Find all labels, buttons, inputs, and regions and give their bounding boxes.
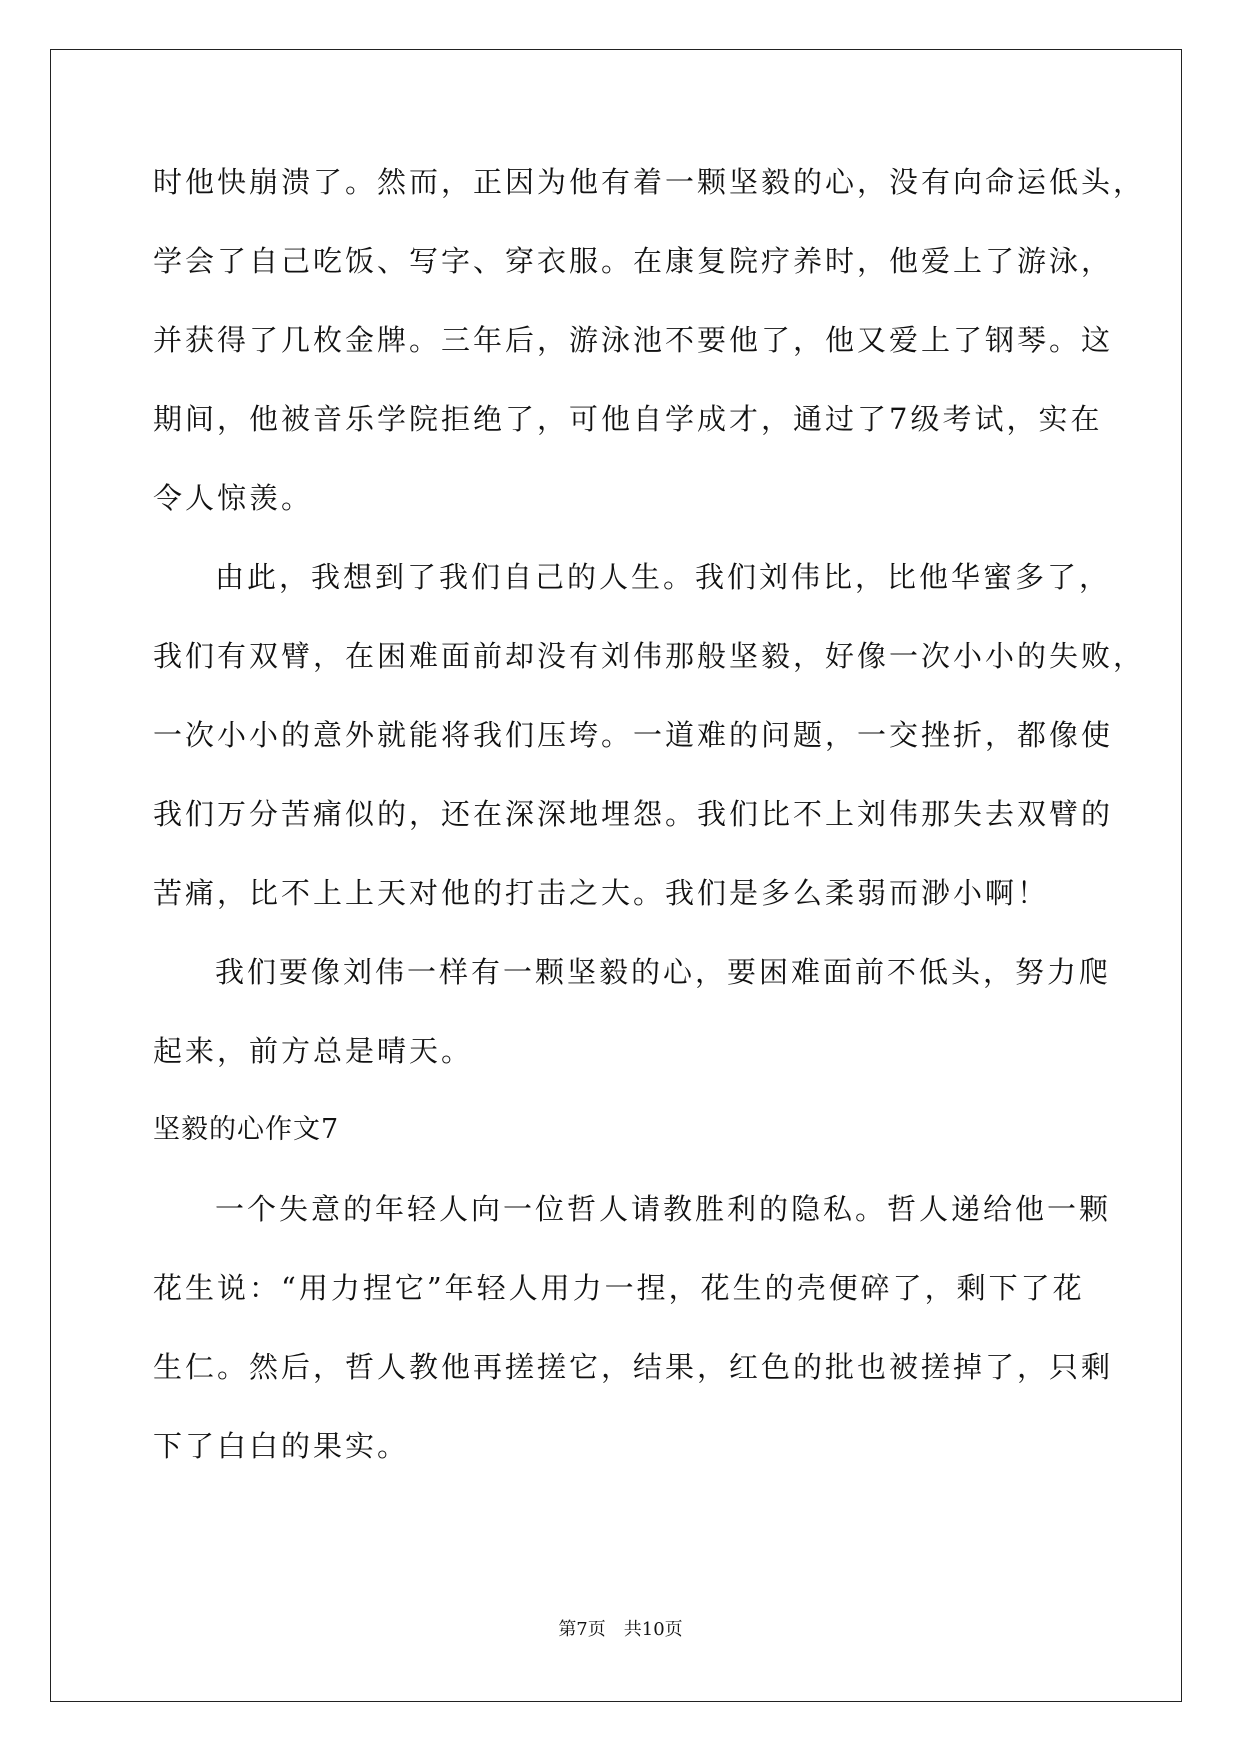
text-line: 令人惊羡。 — [153, 481, 314, 515]
text-line: 学会了自己吃饭、写字、穿衣服。在康复院疗养时，他爱上了游泳， — [153, 244, 1114, 278]
text-line: 期间，他被音乐学院拒绝了，可他自学成才，通过了7级考试，实在 — [153, 402, 1103, 436]
page-footer — [0, 1621, 1241, 1639]
paragraph-3 — [153, 955, 1112, 1068]
paragraph-4 — [153, 1192, 1114, 1463]
page-number-current: 第7页 — [558, 1619, 606, 1640]
text-line: 下了白白的果实。 — [153, 1429, 410, 1463]
paragraph-2 — [153, 560, 1146, 910]
text-line: 我们要像刘伟一样有一颗坚毅的心，要困难面前不低头，努力爬 — [215, 955, 1112, 989]
text-line: 一次小小的意外就能将我们压垮。一道难的问题，一交挫折，都像使 — [153, 718, 1114, 752]
text-line: 时他快崩溃了。然而，正因为他有着一颗坚毅的心，没有向命运低头， — [153, 165, 1146, 199]
text-line: 一个失意的年轻人向一位哲人请教胜利的隐私。哲人递给他一颗 — [215, 1192, 1112, 1226]
text-line: 起来，前方总是晴天。 — [153, 1034, 474, 1068]
text-line: 我们万分苦痛似的，还在深深地埋怨。我们比不上刘伟那失去双臂的 — [153, 797, 1114, 831]
text-line: 并获得了几枚金牌。三年后，游泳池不要他了，他又爱上了钢琴。这 — [153, 323, 1114, 357]
paragraph-1 — [153, 165, 1146, 515]
text-line: 花生说：“用力捏它”年轻人用力一捏，花生的壳便碎了，剩下了花 — [153, 1271, 1085, 1305]
page-number-total: 共10页 — [623, 1619, 683, 1640]
text-line: 由此，我想到了我们自己的人生。我们刘伟比，比他华蜜多了， — [215, 560, 1112, 594]
section-heading: 坚毅的心作文7 — [153, 1114, 340, 1145]
text-line: 苦痛，比不上上天对他的打击之大。我们是多么柔弱而渺小啊！ — [153, 876, 1050, 910]
document-body — [153, 165, 1146, 1511]
text-line: 生仁。然后，哲人教他再搓搓它，结果，红色的批也被搓掉了，只剩 — [153, 1350, 1114, 1384]
text-line: 我们有双臂，在困难面前却没有刘伟那般坚毅，好像一次小小的失败， — [153, 639, 1146, 673]
